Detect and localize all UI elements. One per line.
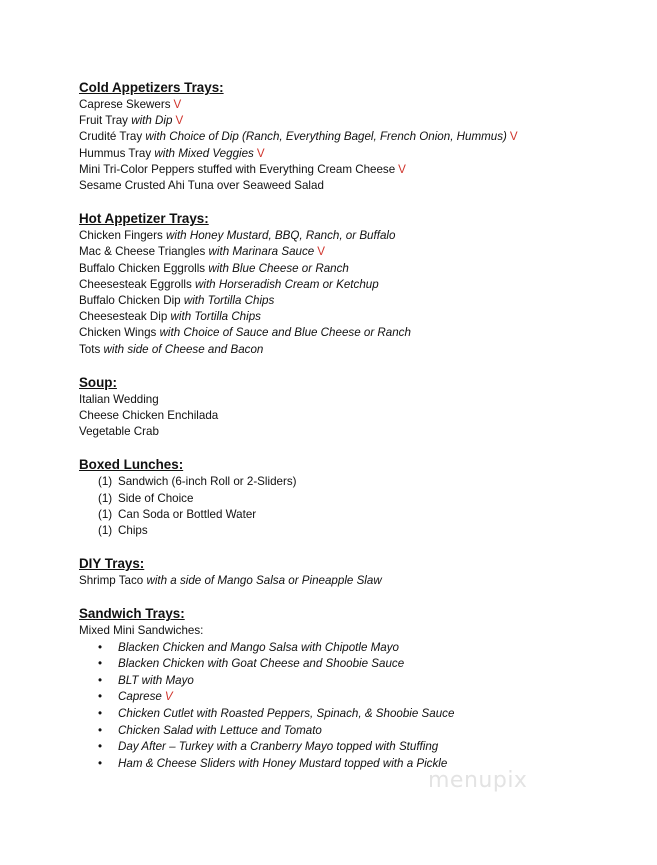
sandwich-item [79,689,639,706]
item-name: BLT with Mayo [118,673,194,687]
item-name: Day After – Turkey with a Cranberry Mayo topped with Stuffing [118,740,439,754]
section-title: DIY Trays: [79,556,145,572]
boxed-lunch-item [79,507,639,523]
item-description: with Tortilla Chips [183,294,275,308]
section-boxed [79,456,639,539]
item-name: Tots [79,342,101,356]
menu-item [79,178,639,194]
item-name: Hummus Tray [79,146,152,160]
menu-item [79,162,639,178]
item-description: with Honey Mustard, BBQ, Ranch, or Buffalo [166,229,396,243]
sandwich-item [79,723,639,740]
item-name: Blacken Chicken and Mango Salsa with Chipotle Mayo [118,640,399,654]
menu-item [79,97,639,113]
bullet-icon: • [98,707,103,721]
item-name: Crudité Tray [79,130,143,144]
bullet-icon: • [98,640,103,654]
item-description: with side of Cheese and Bacon [103,342,264,356]
item-description: with Choice of Sauce and Blue Cheese or Ranch [159,326,411,340]
item-description: with Blue Cheese or Ranch [208,261,349,275]
vegetarian-mark: V [173,98,182,111]
item-name: Italian Wedding [79,392,159,406]
sandwich-item [79,706,639,723]
boxed-lunch-item [79,523,639,539]
sandwich-item [79,673,639,690]
menu-item [79,277,639,293]
item-name: Vegetable Crab [79,425,159,439]
item-name: Cheesesteak Eggrolls [79,277,192,291]
menupix-watermark: menupix [428,768,528,793]
item-quantity: (1) [98,507,113,521]
item-name: Fruit Tray [79,114,128,128]
item-name: Chicken Cutlet with Roasted Peppers, Spinach, & Shoobie Sauce [118,707,455,721]
section-title: Sandwich Trays: [79,606,185,622]
menu-item [79,408,639,424]
item-name: Ham & Cheese Sliders with Honey Mustard topped with a Pickle [118,756,448,770]
bullet-icon: • [98,756,103,770]
bullet-icon: • [98,657,103,671]
section-hot [79,210,639,358]
bullet-icon: • [98,723,103,737]
menu-item [79,392,639,408]
menu-item [79,325,639,341]
vegetarian-mark: V [509,130,518,144]
menu-item [79,113,639,129]
item-name: Caprese Skewers [79,98,171,111]
item-description: with a side of Mango Salsa or Pineapple Slaw [146,574,382,588]
bullet-icon: • [98,690,103,704]
item-name: Can Soda or Bottled Water [118,507,257,521]
menu-item [79,424,639,440]
menu-item [79,293,639,309]
section-title: Boxed Lunches: [79,457,184,473]
menu-item [79,129,639,145]
vegetarian-mark: V [175,114,184,128]
item-description: with Horseradish Cream or Ketchup [195,277,379,291]
section-title: Hot Appetizer Trays: [79,211,209,227]
bullet-icon: • [98,740,103,754]
boxed-lunch-item [79,491,639,507]
item-description: with Marinara Sauce [208,245,315,259]
catering-menu-document [79,79,639,788]
item-quantity: (1) [98,524,113,538]
item-quantity: (1) [98,491,113,505]
item-name: Shrimp Taco [79,574,144,588]
sandwich-item [79,656,639,673]
menu-item [79,146,639,162]
vegetarian-mark: V [398,162,406,176]
section-intro: Mixed Mini Sandwiches: [79,624,204,638]
sandwich-item [79,640,639,657]
item-name: Cheesesteak Dip [79,310,168,324]
item-name: Sesame Crusted Ahi Tuna over Seaweed Salad [79,179,324,193]
boxed-lunch-item [79,474,639,490]
menu-item [79,573,639,589]
section-cold [79,79,639,194]
item-quantity: (1) [98,475,113,489]
menu-item [79,342,639,358]
menu-item [79,309,639,325]
item-description: with Dip [131,114,173,128]
menu-item [79,261,639,277]
item-name: Mini Tri-Color Peppers stuffed with Everything Cream Cheese [79,162,396,176]
sandwich-item [79,756,639,773]
section-sandwich [79,605,639,772]
item-name: Caprese [118,690,162,704]
vegetarian-mark: V [256,146,265,160]
item-name: Blacken Chicken with Goat Cheese and Shoobie Sauce [118,657,405,671]
item-name: Buffalo Chicken Eggrolls [79,261,206,275]
section-diy [79,555,639,589]
item-name: Chicken Fingers [79,229,163,243]
menu-item [79,228,639,244]
item-name: Sandwich (6-inch Roll or 2-Sliders) [118,475,297,489]
vegetarian-mark: V [164,690,173,704]
section-title: Cold Appetizers Trays: [79,80,224,95]
item-name: Buffalo Chicken Dip [79,294,181,308]
menu-item [79,244,639,260]
section-soup [79,374,639,441]
bullet-icon: • [98,673,103,687]
item-name: Chicken Salad with Lettuce and Tomato [118,723,322,737]
vegetarian-mark: V [317,245,325,259]
item-name: Chicken Wings [79,326,157,340]
sandwich-item [79,739,639,756]
item-name: Mac & Cheese Triangles [79,245,206,259]
item-name: Side of Choice [118,491,194,505]
item-name: Cheese Chicken Enchilada [79,409,219,423]
section-title: Soup: [79,374,117,390]
item-description: with Tortilla Chips [170,310,261,324]
item-description: with Choice of Dip (Ranch, Everything Bagel, French Onion, Hummus) [145,130,507,144]
item-name: Chips [118,524,148,538]
item-description: with Mixed Veggies [154,146,254,160]
